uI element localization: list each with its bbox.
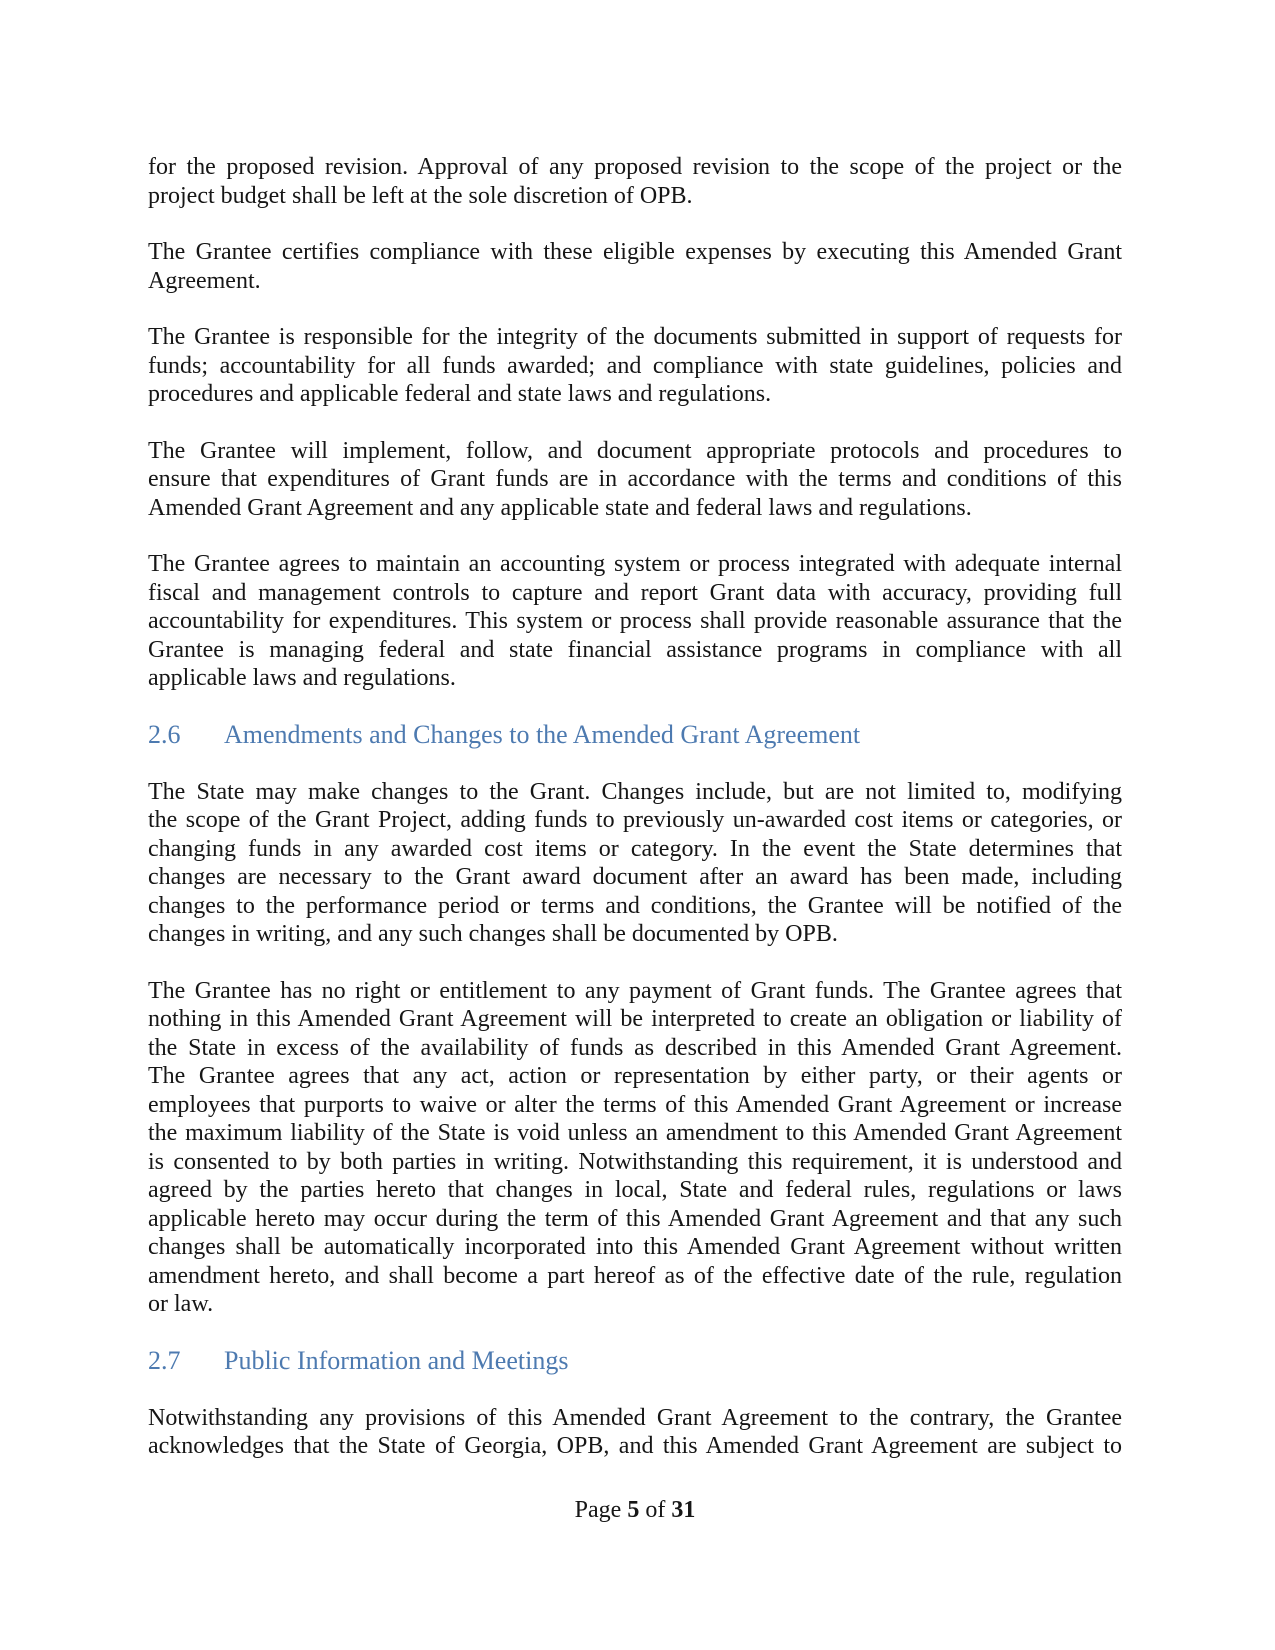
paragraph-line: accountability for expenditures. This system or process shall provide reasonable assurance that the	[148, 608, 1122, 634]
paragraph	[148, 153, 1122, 210]
paragraph-line: fiscal and management controls to capture and report Grant data with accuracy, providing full	[148, 579, 1122, 606]
paragraph-line: changes shall be automatically incorporated into this Amended Grant Agreement without written	[148, 1234, 1122, 1260]
paragraph-line: The State may make changes to the Grant. Changes include, but are not limited to, modifying	[148, 778, 1122, 805]
section-title: Amendments and Changes to the Amended Grant Agreement	[224, 719, 861, 749]
paragraph	[148, 1404, 1122, 1461]
paragraph-line: changes in writing, and any such changes shall be documented by OPB.	[148, 921, 838, 947]
paragraph-line: project budget shall be left at the sole discretion of OPB.	[148, 182, 693, 209]
paragraph	[148, 323, 1122, 409]
paragraph-line: applicable laws and regulations.	[148, 665, 456, 691]
paragraph	[148, 550, 1122, 693]
paragraph-line: agreed by the parties hereto that changes in local, State and federal rules, regulations or laws	[148, 1177, 1122, 1203]
section-heading	[148, 719, 1122, 750]
page-footer	[148, 1496, 1122, 1524]
paragraph-line: The Grantee agrees that any act, action or representation by either party, or their agents or	[148, 1063, 1122, 1089]
section-heading	[148, 1345, 1122, 1376]
paragraph-line: changing funds in any awarded cost items or category. In the event the State determines that	[148, 835, 1122, 862]
paragraph-line: Agreement.	[148, 267, 261, 294]
paragraph-line: Grantee is managing federal and state financial assistance programs in compliance with all	[148, 636, 1122, 663]
section-number: 2.7	[148, 1345, 181, 1375]
paragraph-line: changes are necessary to the Grant award document after an award has been made, including	[148, 864, 1122, 890]
paragraph-line: employees that purports to waive or alter the terms of this Amended Grant Agreement or increase	[148, 1091, 1122, 1118]
paragraph-line: the State in excess of the availability of funds as described in this Amended Grant Agreement.	[148, 1034, 1122, 1061]
paragraph-line: nothing in this Amended Grant Agreement will be interpreted to create an obligation or liability of	[148, 1006, 1122, 1032]
paragraph-line: acknowledges that the State of Georgia, OPB, and this Amended Grant Agreement are subject to	[148, 1433, 1122, 1459]
paragraph-line: for the proposed revision. Approval of any proposed revision to the scope of the project or the	[148, 154, 1122, 180]
paragraph-line: changes to the performance period or terms and conditions, the Grantee will be notified of the	[148, 892, 1122, 919]
footer-page-number: 5	[627, 1497, 640, 1523]
section-title: Public Information and Meetings	[224, 1345, 569, 1375]
paragraph-line: The Grantee is responsible for the integrity of the documents submitted in support of requests for	[148, 324, 1122, 350]
document-content	[148, 153, 1122, 1461]
paragraph-line: the maximum liability of the State is void unless an amendment to this Amended Grant Agreement	[148, 1120, 1122, 1146]
paragraph	[148, 977, 1122, 1319]
paragraph-line: The Grantee will implement, follow, and document appropriate protocols and procedures to	[148, 437, 1122, 464]
paragraph-line: procedures and applicable federal and state laws and regulations.	[148, 381, 772, 407]
paragraph	[148, 437, 1122, 523]
paragraph-line: amendment hereto, and shall become a part hereof as of the effective date of the rule, regulation	[148, 1262, 1122, 1289]
paragraph-line: applicable hereto may occur during the term of this Amended Grant Agreement and that any such	[148, 1205, 1122, 1232]
paragraph-line: the scope of the Grant Project, adding funds to previously un-awarded cost items or categories, or	[148, 807, 1122, 833]
paragraph-line: The Grantee certifies compliance with these eligible expenses by executing this Amended Grant	[148, 239, 1122, 265]
paragraph-line: The Grantee agrees to maintain an accounting system or process integrated with adequate internal	[148, 551, 1122, 577]
paragraph-line: Amended Grant Agreement and any applicable state and federal laws and regulations.	[148, 494, 972, 521]
paragraph-line: ensure that expenditures of Grant funds are in accordance with the terms and conditions of this	[148, 466, 1122, 492]
paragraph	[148, 238, 1122, 295]
paragraph-line: funds; accountability for all funds awarded; and compliance with state guidelines, policies and	[148, 352, 1122, 379]
footer-total-pages: 31	[671, 1497, 696, 1523]
footer-label-page: Page	[574, 1497, 628, 1523]
paragraph-line: The Grantee has no right or entitlement to any payment of Grant funds. The Grantee agrees that	[148, 977, 1122, 1004]
paragraph-line: is consented to by both parties in writing. Notwithstanding this requirement, it is understood and	[148, 1148, 1122, 1175]
section-number: 2.6	[148, 719, 181, 749]
footer-label-of: of	[639, 1497, 672, 1523]
paragraph	[148, 778, 1122, 949]
paragraph-line: or law.	[148, 1291, 214, 1317]
paragraph-line: Notwithstanding any provisions of this Amended Grant Agreement to the contrary, the Grantee	[148, 1404, 1122, 1431]
